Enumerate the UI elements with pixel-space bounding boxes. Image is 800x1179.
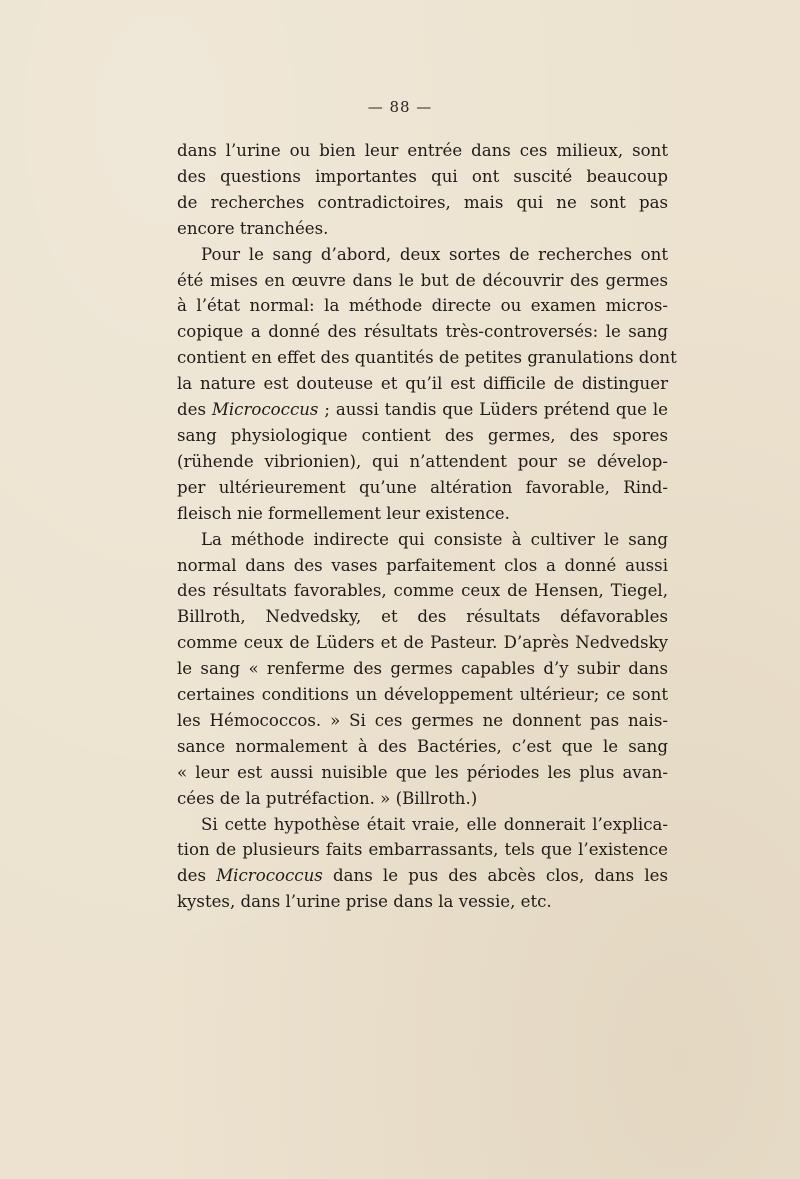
- text-segment: sang physiologique contient des germes, des spores: [177, 425, 668, 445]
- text-line: [177, 371, 668, 397]
- text-segment: cées de la putréfaction. » (Billroth.): [177, 788, 478, 808]
- text-line: [177, 656, 668, 682]
- body-text: [177, 138, 677, 915]
- text-segment: le sang « renferme des germes capables d’y subir dans: [177, 659, 668, 679]
- text-segment: encore tranchées.: [177, 218, 329, 238]
- text-line: [177, 319, 668, 345]
- text-line: [177, 837, 668, 863]
- text-segment: « leur est aussi nuisible que les périodes les plus avan-: [177, 762, 668, 782]
- text-line: [177, 812, 668, 838]
- text-line: [177, 216, 668, 242]
- text-line: [177, 164, 668, 190]
- text-line: [177, 397, 668, 423]
- text-line: [177, 708, 668, 734]
- text-line: [177, 501, 668, 527]
- text-line: [177, 682, 668, 708]
- italic-term: Micrococcus: [216, 866, 323, 886]
- text-segment: des: [177, 866, 217, 886]
- text-segment: ; aussi tandis que Lüders prétend que le: [318, 400, 668, 420]
- text-segment: La méthode indirecte qui consiste à cultiver le sang: [201, 529, 668, 549]
- text-line: [177, 786, 668, 812]
- text-segment: dans l’urine ou bien leur entrée dans ces milieux, sont: [177, 141, 668, 160]
- text-segment: dans le pus des abcès clos, dans les: [322, 866, 669, 886]
- text-line: [177, 190, 668, 216]
- text-segment: Pour le sang d’abord, deux sortes de recherches ont: [201, 244, 668, 264]
- text-segment: la nature est douteuse et qu’il est difficile de distinguer: [177, 374, 668, 394]
- text-line: [177, 242, 668, 268]
- text-line: [177, 423, 668, 449]
- text-line: [177, 138, 668, 164]
- text-line: [177, 475, 668, 501]
- text-line: [177, 760, 668, 786]
- text-segment: kystes, dans l’urine prise dans la vessie, etc.: [177, 892, 552, 912]
- text-line: [177, 734, 668, 760]
- text-segment: copique a donné des résultats très-controversés: le sang: [177, 322, 668, 342]
- text-segment: des questions importantes qui ont suscité beaucoup: [177, 166, 668, 186]
- text-segment: les Hémococcos. » Si ces germes ne donnent pas nais-: [177, 710, 668, 730]
- text-segment: certaines conditions un développement ultérieur; ce sont: [177, 685, 668, 705]
- text-line: [177, 889, 668, 915]
- text-segment: tion de plusieurs faits embarrassants, tels que l’existence: [177, 840, 668, 860]
- italic-term: Micrococcus: [211, 400, 319, 420]
- text-line: [177, 345, 677, 371]
- text-line: [177, 578, 668, 604]
- text-line: [177, 527, 668, 553]
- text-segment: per ultérieurement qu’une altération favorable, Rind-: [177, 477, 668, 497]
- text-segment: à l’état normal: la méthode directe ou examen micros-: [177, 296, 668, 316]
- text-segment: Billroth, Nedvedsky, et des résultats défavorables: [177, 607, 668, 627]
- text-segment: (rühende vibrionien), qui n’attendent pour se dévelop-: [177, 451, 668, 471]
- text-segment: comme ceux de Lüders et de Pasteur. D’après Nedvedsky: [177, 633, 668, 653]
- text-segment: de recherches contradictoires, mais qui ne sont pas: [177, 192, 668, 212]
- text-line: [177, 293, 668, 319]
- text-line: [177, 553, 668, 579]
- text-line: [177, 630, 668, 656]
- text-segment: normal dans des vases parfaitement clos a donné aussi: [177, 555, 668, 575]
- text-segment: Si cette hypothèse était vraie, elle donnerait l’explica-: [201, 814, 668, 834]
- text-line: [177, 604, 668, 630]
- page-number: — 88 —: [367, 98, 433, 116]
- text-segment: été mises en œuvre dans le but de découvrir des germes: [177, 270, 668, 290]
- text-segment: des résultats favorables, comme ceux de Hensen, Tiegel,: [177, 581, 668, 601]
- text-segment: des: [177, 400, 212, 420]
- text-line: [177, 863, 668, 889]
- text-line: [177, 449, 668, 475]
- text-line: [177, 268, 668, 294]
- text-segment: sance normalement à des Bactéries, c’est que le sang: [177, 736, 668, 756]
- text-segment: contient en effet des quantités de petites granulations dont: [177, 348, 677, 368]
- text-segment: fleisch nie formellement leur existence.: [177, 503, 510, 523]
